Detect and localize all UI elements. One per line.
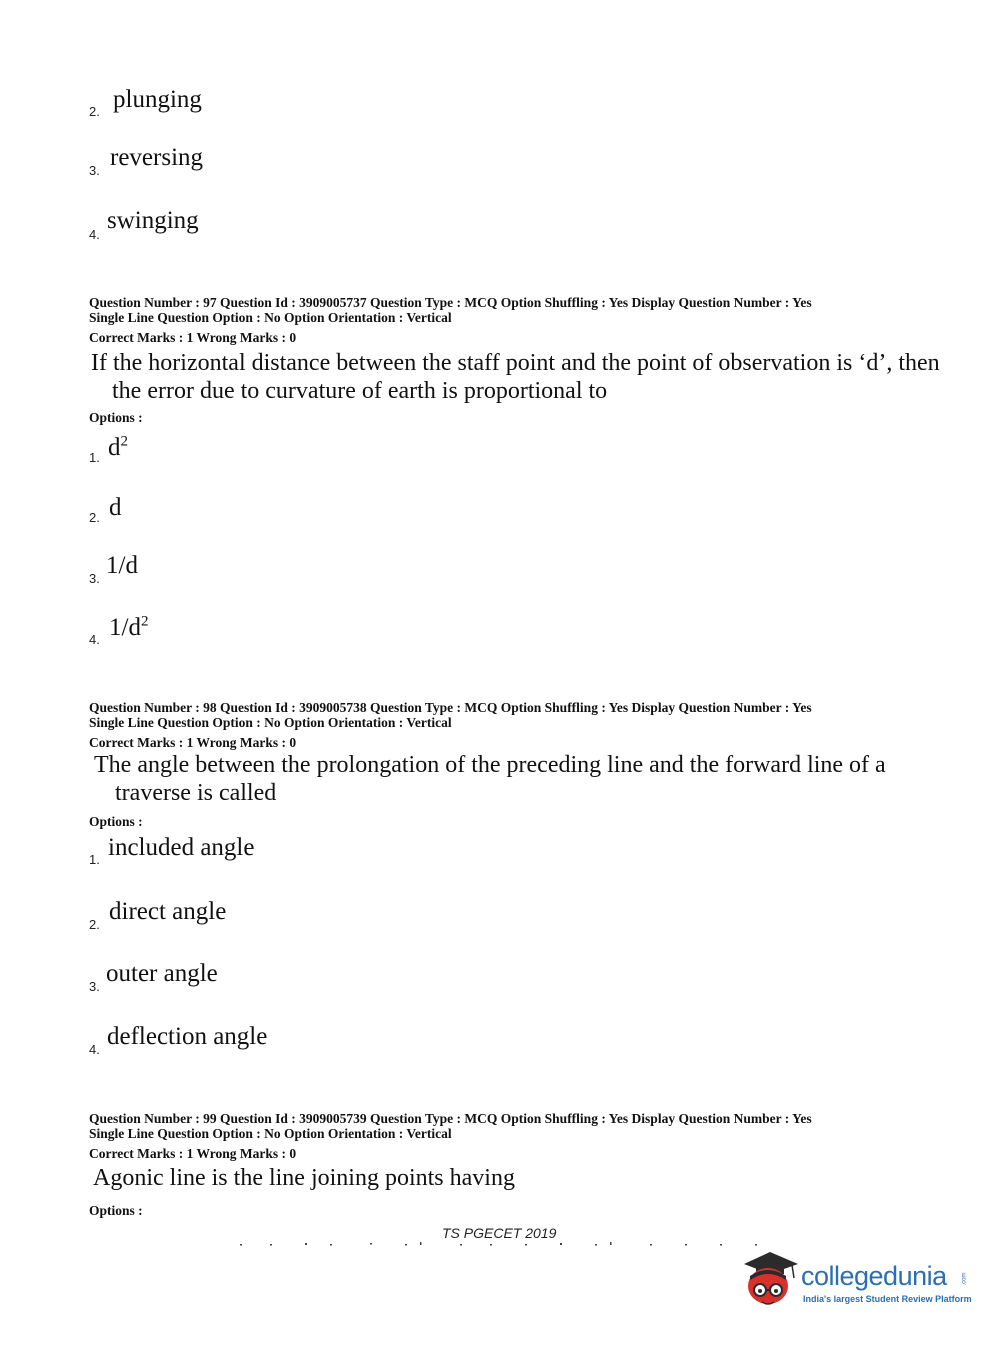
option-base: 1/d — [109, 614, 141, 641]
option-number: 4. — [89, 632, 100, 647]
option-text: reversing — [110, 144, 204, 171]
option-base: d — [108, 434, 121, 461]
option-superscript: 2 — [140, 613, 149, 630]
options-label: Options : — [89, 1203, 143, 1218]
option-text: direct angle — [109, 898, 227, 925]
question-text: The angle between the prolongation of the preceding line and the forward line of a — [94, 752, 886, 778]
option-number: 2. — [89, 510, 100, 525]
question-text-line-2: traverse is called — [115, 780, 277, 806]
option-text: plunging — [113, 86, 202, 113]
option-number: 2. — [89, 104, 100, 119]
option-text — [108, 434, 128, 462]
option-number: 3. — [89, 979, 100, 994]
option-text: outer angle — [106, 960, 218, 987]
logo-com-suffix: .com — [961, 1272, 968, 1286]
question-meta: Question Number : 98 Question Id : 3909005738 Question Type : MCQ Option Shuffling : Yes Display Question Number : Yes — [89, 700, 812, 715]
option-text: included angle — [108, 834, 255, 861]
question-meta: Question Number : 99 Question Id : 3909005739 Question Type : MCQ Option Shuffling : Yes Display Question Number : Yes — [89, 1111, 812, 1126]
question-text-line-2: the error due to curvature of earth is proportional to — [112, 378, 608, 404]
option-number: 2. — [89, 917, 100, 932]
option-number: 1. — [89, 852, 100, 867]
logo-wordmark: collegedunia — [801, 1261, 947, 1291]
footer-exam-name: TS PGECET 2019 — [442, 1225, 557, 1241]
options-label: Options : — [89, 814, 143, 829]
option-superscript: 2 — [120, 433, 128, 450]
marks-info: Correct Marks : 1 Wrong Marks : 0 — [89, 330, 297, 345]
option-number: 3. — [89, 571, 100, 586]
marks-info: Correct Marks : 1 Wrong Marks : 0 — [89, 1146, 297, 1161]
option-text — [109, 614, 148, 642]
question-text: Agonic line is the line joining points having — [93, 1165, 515, 1191]
option-text: d — [109, 494, 122, 521]
option-number: 4. — [89, 1042, 100, 1057]
question-meta-2: Single Line Question Option : No Option Orientation : Vertical — [89, 310, 452, 325]
question-meta-2: Single Line Question Option : No Option Orientation : Vertical — [89, 715, 452, 730]
mascot-icon — [740, 1246, 802, 1318]
question-text: If the horizontal distance between the staff point and the point of observation is ‘d’, then — [91, 350, 940, 376]
option-text: swinging — [107, 207, 199, 234]
marks-info: Correct Marks : 1 Wrong Marks : 0 — [89, 735, 297, 750]
question-meta-2: Single Line Question Option : No Option Orientation : Vertical — [89, 1126, 452, 1141]
question-meta: Question Number : 97 Question Id : 3909005737 Question Type : MCQ Option Shuffling : Yes Display Question Number : Yes — [89, 295, 812, 310]
footer-dotted-line — [230, 1240, 790, 1248]
option-text: deflection angle — [107, 1023, 268, 1050]
option-number: 1. — [89, 450, 100, 465]
options-label: Options : — [89, 410, 143, 425]
logo-tagline: India's largest Student Review Platform — [803, 1294, 972, 1304]
option-number: 4. — [89, 227, 100, 242]
option-text: 1/d — [106, 552, 138, 579]
option-number: 3. — [89, 163, 100, 178]
